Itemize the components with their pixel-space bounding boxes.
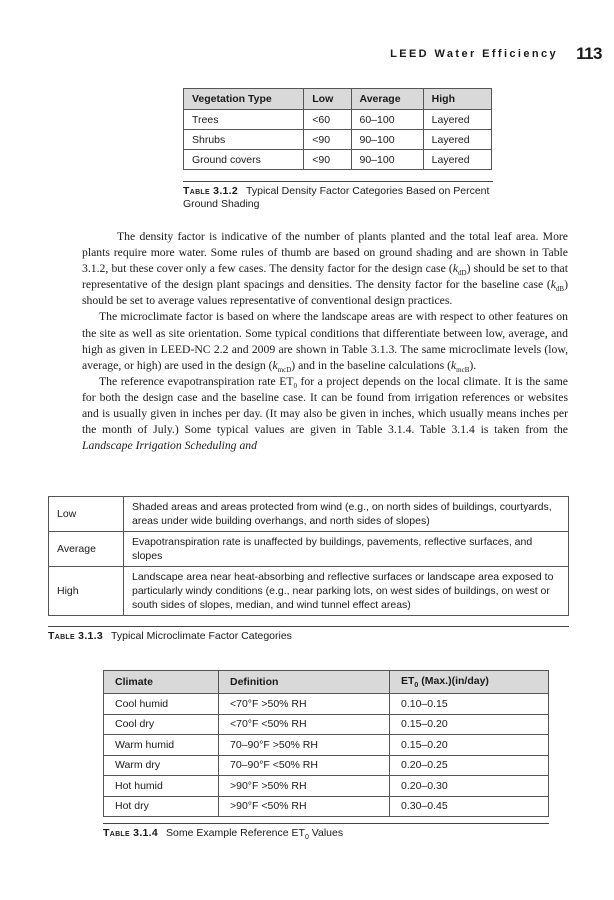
table-cell: High [49,567,124,616]
table-header-row [184,89,492,110]
table-cell: Warm humid [104,735,219,756]
table-cell: Layered [423,110,491,130]
page-number: 113 [576,44,602,63]
microclimate-table [48,496,569,616]
caption-number: Table 3.1.4 [103,827,159,839]
table-caption [48,626,569,643]
paragraph: The microclimate factor is based on where the landscape areas are with respect to other features on the site as well as site orientation. Some typical conditions that differentiate between low, average, and high as given in LEED-NC 2.2 and 2009 are shown in Table 3.1.3. The same microclimate levels (low, average, or high) are used in the design $(k_{mcD})$ and in the baseline calculations $(k_{mcB})$. [82,310,568,374]
table-cell: Shrubs [184,130,304,150]
paragraph: The reference evapotranspiration rate $ET_0$ for a project depends on the local climate. It is the same for both the design case and the baseline case. It can be found from irrigation references or websites and is usually given in inches per day. (It may also be given in inches, which usually means inches per the month of July.) Some typical values are given in Table 3.1.4. Table 3.1.4 is taken from the Landscape Irrigation Scheduling and [82,374,568,453]
table-row [184,150,492,170]
table-row [104,694,549,715]
table-cell: 0.15–0.20 [390,714,549,735]
table-row [184,110,492,130]
body-text [82,229,568,454]
table-cell: Warm dry [104,755,219,776]
table-cell: <70°F >50% RH [219,694,390,715]
table-cell: Layered [423,150,491,170]
table-cell: Average [49,532,124,567]
column-header: $ET_0$ (Max.)(in/day) [390,671,549,694]
table-cell: 0.10–0.15 [390,694,549,715]
table-cell: Cool humid [104,694,219,715]
table-cell: Hot humid [104,776,219,797]
table-row [104,755,549,776]
table-cell: Layered [423,130,491,150]
caption-text: Some Example Reference ET [166,827,305,839]
table-row [104,776,549,797]
column-header: Climate [104,671,219,694]
table-cell: <90 [304,150,351,170]
table-cell: 70–90°F >50% RH [219,735,390,756]
table-cell: <60 [304,110,351,130]
table-row [104,796,549,817]
table-cell: 0.15–0.20 [390,735,549,756]
table-cell: 0.30–0.45 [390,796,549,817]
table-cell: 70–90°F <50% RH [219,755,390,776]
table-cell: 0.20–0.25 [390,755,549,776]
table-cell: <70°F <50% RH [219,714,390,735]
reference-et-table [103,670,549,817]
column-header: Vegetation Type [184,89,304,110]
table-caption [183,181,493,210]
table-cell: >90°F <50% RH [219,796,390,817]
table-header-row [104,671,549,694]
table-cell: Evapotranspiration rate is unaffected by buildings, pavements, reflective surfaces, and slopes [124,532,569,567]
table-cell: >90°F >50% RH [219,776,390,797]
table-cell: 60–100 [351,110,423,130]
table-cell: Hot dry [104,796,219,817]
table-cell: Low [49,497,124,532]
table-cell: 90–100 [351,150,423,170]
column-header: Average [351,89,423,110]
table-cell: 90–100 [351,130,423,150]
column-header: Low [304,89,351,110]
running-title: LEED Water Efficiency [390,48,559,60]
table-cell: Cool dry [104,714,219,735]
caption-number: Table 3.1.3 [48,630,104,642]
table-cell: Landscape area near heat-absorbing and reflective surfaces or landscape area exposed to particularly windy conditions (e.g., near parking lots, on west sides of buildings, on west or south sides of slopes, median, and wind tunnel effect areas) [124,567,569,616]
table-row [49,497,569,532]
table-cell: Shaded areas and areas protected from wind (e.g., on north sides of buildings, courtyards, areas under wide building overhangs, and north sides of slopes) [124,497,569,532]
column-header: High [423,89,491,110]
table-row [104,714,549,735]
caption-number: Table 3.1.2 [183,185,239,197]
table-row [49,532,569,567]
table-caption: Table 3.1.4 Some Example Reference $ET_0$ Values [103,823,549,845]
table-cell: Trees [184,110,304,130]
table-cell: <90 [304,130,351,150]
vegetation-density-table [183,88,492,170]
page-header [300,44,602,64]
table-cell: 0.20–0.30 [390,776,549,797]
table-row [49,567,569,616]
table-cell: Ground covers [184,150,304,170]
table-row [104,735,549,756]
caption-text: Typical Microclimate Factor Categories [111,630,292,642]
paragraph: The density factor is indicative of the number of plants planted and the total leaf area. More plants require more water. Some rules of thumb are based on ground shading and are shown in Table 3.1.2, but these cover only a few cases. The density factor for the design case $(k_{dD})$ should be set to that representative of the design plant spacings and densities. The density factor for the baseline case $(k_{dB})$ should be set to average values representative of conventional design practices. [82,230,568,308]
column-header: Definition [219,671,390,694]
table-row [184,130,492,150]
caption-text: Typical Density Factor Categories Based on Percent Ground Shading [183,185,490,210]
